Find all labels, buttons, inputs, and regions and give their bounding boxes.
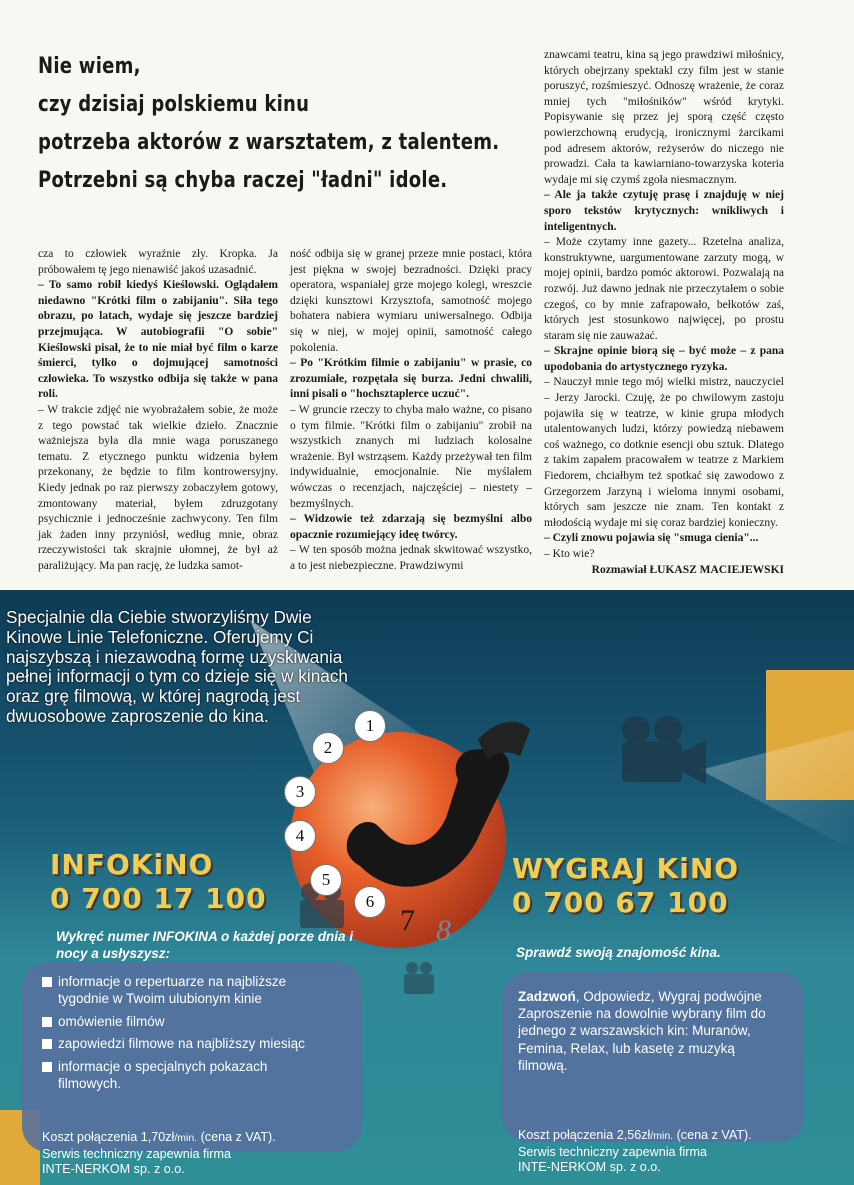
dial-number: 6 — [354, 886, 386, 918]
dial-number: 2 — [312, 732, 344, 764]
feature-list — [40, 974, 308, 1099]
author-signature: Rozmawiał ŁUKASZ MACIEJEWSKI — [591, 563, 784, 576]
phone-number[interactable]: 0 700 67 100 — [512, 886, 729, 919]
film-camera-icon — [622, 716, 706, 784]
list-item: informacje o specjalnych pokazach filmowych. — [40, 1059, 308, 1093]
article-paragraph: – Kto wie? — [544, 548, 595, 560]
infokino-tagline: Wykręć numer INFOKINA o każdej porze dnia i nocy a usłyszysz: — [56, 929, 354, 961]
dial-number: 5 — [310, 864, 342, 896]
bullet-icon — [42, 977, 52, 987]
headline-line: potrzeba aktorów z warsztatem, z talentem. — [38, 130, 500, 155]
list-item: zapowiedzi filmowe na najbliższy miesiąc — [40, 1036, 308, 1053]
bullet-icon — [42, 1017, 52, 1027]
dial-number: 1 — [354, 710, 386, 742]
interview-question: – Widzowie też zdarzają się bezmyślni albo opacznie rozumiejący ideę twórcy. — [290, 513, 532, 541]
dial-number: 4 — [284, 820, 316, 852]
headline-line: Potrzebni są chyba raczej "ładni" idole. — [38, 168, 448, 193]
phone-number[interactable]: 0 700 17 100 — [50, 882, 267, 915]
infokino-cost: Koszt połączenia 1,70zł/min. (cena z VAT). Serwis techniczny zapewnia firma INTE-NERKOM sp. z o.o. — [42, 1130, 276, 1177]
headline — [38, 48, 500, 200]
interview-question: – Skrajne opinie biorą się – być może – z pana upodobania do artystycznego ryzyka. — [544, 345, 784, 373]
article-paragraph: – W gruncie rzeczy to chyba mało ważne, co pisano o tym filmie. "Krótki film o zabijaniu" zrobił na wszystkich znanych mi ludziach kolosalne wrażenie. Był wstrząsem. Każdy przeżywał ten film indywidualnie, emocjonalnie. Nie myślałem wówczas o recenzjach, najczęściej – niestety – bezmyślnych. — [290, 403, 532, 510]
interview-question: – Po "Krótkim filmie o zabijaniu" w prasie, co zrozumiałe, rozpętała się burza. Jedni chwalili, inni pisali o "hochsztaplerce uczuć". — [290, 357, 532, 401]
article — [0, 0, 854, 590]
article-paragraph: cza to człowiek wyraźnie zły. Kropka. Ja próbowałem tę jego nienawiść jakoś uzasadnić. — [38, 248, 278, 276]
interview-question: – Ale ja także czytuję prasę i znajduję w niej sporo tekstów krytycznych: wnikliwych i inteligentnych. — [544, 189, 784, 233]
article-column-3 — [544, 48, 784, 578]
interview-question: – To samo robił kiedyś Kieślowski. Oglądałem niedawno "Krótki film o zabijaniu". Siła tego obrazu, po latach, wydaje się jeszcze bardziej przejmująca. W autobiografii "O sobie" Kieślowski pisał, że to nie miał być film o karze śmierci, tylko o dojmującej samotności człowieka. To wszystko odbija się także w pana roli. — [38, 279, 278, 401]
wygraj-kino-brand — [512, 852, 739, 920]
film-camera-icon — [404, 962, 434, 994]
wygraj-kino-cost: Koszt połączenia 2,56zł/min. (cena z VAT). Serwis techniczny zapewnia firma INTE-NERKOM sp. z o.o. — [518, 1128, 752, 1175]
article-column-1 — [38, 247, 278, 574]
advertisement — [0, 590, 854, 1185]
article-paragraph: – W ten sposób można jednak skwitować wszystko, a to jest niebezpieczne. Prawdziwymi — [290, 544, 532, 572]
wygraj-kino-box — [502, 972, 804, 1142]
headline-line: czy dzisiaj polskiemu kinu — [38, 92, 310, 117]
list-item: informacje o repertuarze na najbliższe tygodnie w Twoim ulubionym kinie — [40, 974, 308, 1008]
dial-number: 3 — [284, 776, 316, 808]
bullet-icon — [42, 1039, 52, 1049]
dial-number: 7 — [400, 904, 415, 937]
brand-name: INFOKiNO — [50, 848, 214, 881]
article-paragraph: – Nauczył mnie tego mój wielki mistrz, nauczyciel – Jerzy Jarocki. Czuję, że po chwilowym zastoju pojawiła się w teatrze, w kinie grupa młodych utalentowanych ludzi, którzy powiedzą niebawem coś ważnego, co dotknie esencji obu sztuk. Dlatego z takim zapałem pracowałem w teatrze z Markiem Fiedorem, chciałbym też spotkać się zawodowo z Grzegorzem Jarzyną i wieloma innymi osobami, których sam jeszcze nie znam. Ten kontakt z młodością wydaje mi się coraz bardziej konieczny. — [544, 376, 784, 529]
wygraj-kino-tagline: Sprawdź swoją znajomość kina. — [516, 945, 721, 960]
article-paragraph: – W trakcie zdjęć nie wyobrażałem sobie, że może z tego powstać tak wielkie dzieło. Znacznie ważniejsza była dla mnie waga poruszanego tematu. Z etycznego punktu widzenia byłem przekonany, że będzie to film kontrowersyjny. Kiedy jednak po raz pierwszy zobaczyłem gotowy, zmontowany materiał, byłem zdruzgotany psychicznie i jednocześnie zachwycony. Ten film jak żaden inny przyniósł, według mnie, obraz rzeczywistości tak skrajnie ułomnej, że był aż paraliżujący. Ma pan rację, że ludzka samot- — [38, 403, 278, 572]
infokino-brand — [50, 848, 267, 916]
infokino-features-box — [22, 962, 362, 1152]
article-paragraph: ność odbija się w granej przeze mnie postaci, która jest piękna w swojej bezradności. Dzięki pracy operatora, wspaniałej grze mojego kolegi, wreszcie dzięki kunsztowi Krzysztofa, samotność mojego bohatera nabiera wymiaru uniwersalnego. Odbija się w niej, w mojej opinii, samotność całego pokolenia. — [290, 248, 532, 354]
headline-line: Nie wiem, — [38, 54, 141, 79]
article-paragraph: – Może czytamy inne gazety... Rzetelna analiza, konstruktywne, uargumentowane zarzuty mogą, w mojej opinii, bardzo pomóc aktorowi. Pozwalają na rozwój. Już dawno jednak nie przeczytałem o sobie czegoś, co by mnie zafrapowało, bełkotów zaś, których jest stosunkowo najwięcej, po prostu staram się nie zauważać. — [544, 236, 784, 342]
article-paragraph: znawcami teatru, kina są jego prawdziwi miłośnicy, których obejrzany spektakl czy film jest w stanie poruszyć, rozśmieszyć. Odnoszę wrażenie, że coraz mniej tych "miłośników" wśród krytyki. Popisywanie się przez jej sporą część często powierzchowną erudycją, ironicznymi żarcikami pod adresem aktorów, reżyserów do niczego nie prowadzi. Cała ta kawiarniano-towarzyska koteria wydaje mi się czymś zgoła niesmacznym. — [544, 49, 784, 186]
dial-number: 8 — [436, 914, 451, 947]
bullet-icon — [42, 1062, 52, 1072]
interview-question: – Czyli znowu pojawia się "smuga cienia"... — [544, 532, 759, 545]
brand-name: WYGRAJ KiNO — [512, 852, 740, 885]
list-item: omówienie filmów — [40, 1014, 308, 1031]
ad-intro-text: Specjalnie dla Ciebie stworzyliśmy Dwie Kinowe Linie Telefoniczne. Oferujemy Ci najszybszą i niezawodną formę uzyskiwania pełnej informacji o tym co dzieje się w kinach oraz grę filmową, w której nagrodą jest dwuosobowe zaproszenie do kina. — [6, 607, 348, 726]
light-beam — [700, 730, 854, 850]
prize-text: Zadzwoń, Odpowiedz, Wygraj podwójne Zaproszenie na dowolnie wybrany film do jednego z warszawskich kin: Muranów, Femina, Relax, lub kasetę z muzyką filmową. — [518, 989, 766, 1073]
article-column-2 — [290, 247, 532, 574]
